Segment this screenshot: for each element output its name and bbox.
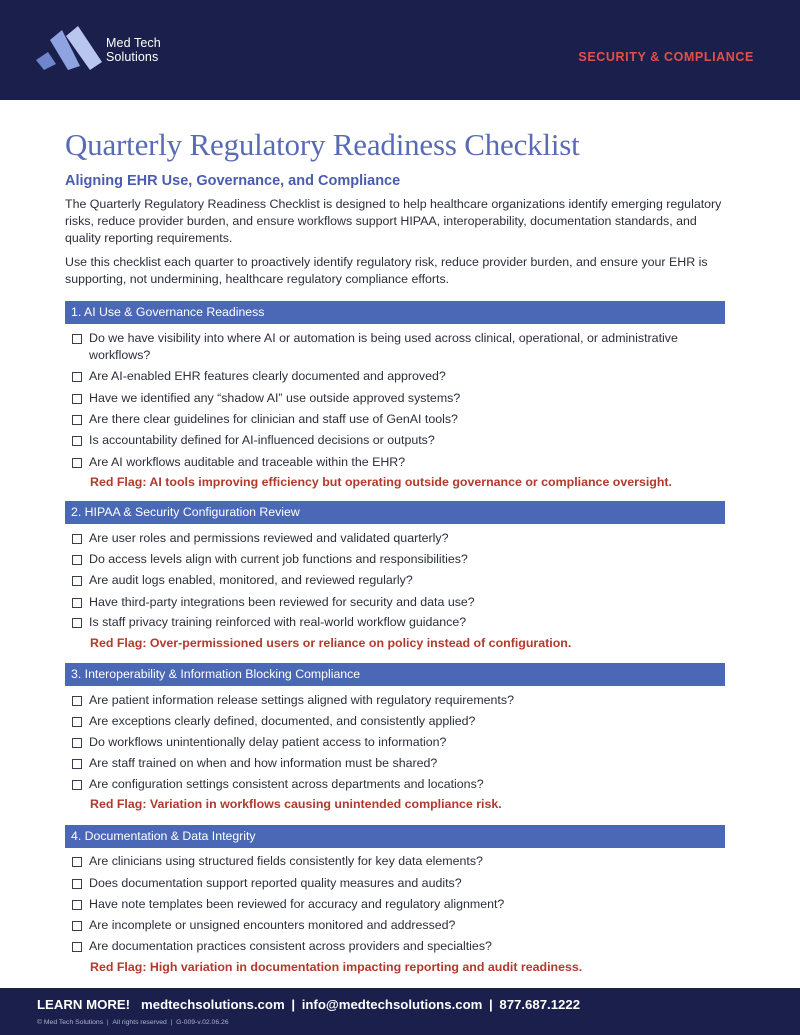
- intro-paragraph-2: Use this checklist each quarter to proactively identify regulatory risk, reduce provider burden, and ensure your EHR is supporting, not undermining, healthcare regulatory compliance efforts.: [65, 255, 708, 286]
- company-logo: [34, 26, 104, 70]
- website-link[interactable]: medtechsolutions.com: [141, 997, 285, 1012]
- checklist-item-text: Have note templates been reviewed for accuracy and regulatory alignment?: [89, 897, 505, 911]
- checklist-item-text: Have we identified any “shadow AI” use outside approved systems?: [89, 391, 461, 405]
- document-code: G-009-v.02.06.26: [176, 1019, 229, 1026]
- category-tag: SECURITY & COMPLIANCE: [578, 50, 754, 64]
- checklist-item-text: Are configuration settings consistent across departments and locations?: [89, 777, 484, 791]
- checkbox-icon[interactable]: [72, 618, 82, 628]
- separator: |: [485, 997, 497, 1012]
- checklist-item-text: Are clinicians using structured fields consistently for key data elements?: [89, 854, 483, 868]
- checklist-item-text: Do access levels align with current job functions and responsibilities?: [89, 552, 468, 566]
- red-flag-note: Red Flag: Over-permissioned users or reliance on policy instead of configuration.: [90, 636, 572, 650]
- checkbox-icon[interactable]: [72, 372, 82, 382]
- checklist-item[interactable]: [72, 692, 722, 709]
- section-heading-documentation: 4. Documentation & Data Integrity: [65, 825, 725, 848]
- email-link[interactable]: info@medtechsolutions.com: [301, 997, 483, 1012]
- copyright-text: © Med Tech Solutions: [37, 1019, 104, 1026]
- checklist-item-text: Are audit logs enabled, monitored, and reviewed regularly?: [89, 573, 413, 587]
- checkbox-icon[interactable]: [72, 738, 82, 748]
- checklist-item-text: Have third-party integrations been reviewed for security and data use?: [89, 595, 475, 609]
- checklist-item-text: Are patient information release settings aligned with regulatory requirements?: [89, 693, 514, 707]
- checklist-item[interactable]: [72, 572, 722, 589]
- checkbox-icon[interactable]: [72, 555, 82, 565]
- checklist-item[interactable]: [72, 713, 722, 730]
- checklist-item[interactable]: [72, 390, 722, 407]
- learn-more-label: LEARN MORE!: [37, 997, 131, 1012]
- checkbox-icon[interactable]: [72, 857, 82, 867]
- checkbox-icon[interactable]: [72, 900, 82, 910]
- red-flag-note: Red Flag: AI tools improving efficiency but operating outside governance or compliance oversight.: [90, 475, 672, 489]
- company-name: [106, 36, 161, 64]
- checklist-item[interactable]: [72, 411, 722, 428]
- checklist-item-text: Is accountability defined for AI-influenced decisions or outputs?: [89, 433, 435, 447]
- rights-text: All rights reserved: [112, 1019, 167, 1026]
- checklist-item[interactable]: [72, 938, 722, 955]
- footer-contact-line: [37, 997, 580, 1012]
- phone-number[interactable]: 877.687.1222: [499, 997, 581, 1012]
- section-heading-hipaa-security: 2. HIPAA & Security Configuration Review: [65, 501, 725, 524]
- checkbox-icon[interactable]: [72, 717, 82, 727]
- checklist-item-text: Are exceptions clearly defined, documented, and consistently applied?: [89, 714, 476, 728]
- checklist-item[interactable]: [72, 614, 722, 631]
- page-footer: [0, 988, 800, 1035]
- checklist-item[interactable]: [72, 330, 722, 364]
- intro-paragraph-1: The Quarterly Regulatory Readiness Checklist is designed to help healthcare organizations identify emerging regulatory risks, reduce provider burden, and ensure workflows support HIPAA, interoperability, documentation standards, and quality reporting requirements.: [65, 197, 722, 245]
- section-heading-interoperability: 3. Interoperability & Information Blocking Compliance: [65, 663, 725, 686]
- checklist-item-text: Do we have visibility into where AI or automation is being used across clinical, operational, or administrative workflows?: [89, 331, 678, 362]
- checklist-item-text: Are there clear guidelines for clinician and staff use of GenAI tools?: [89, 412, 458, 426]
- checklist-item[interactable]: [72, 734, 722, 751]
- checklist-item[interactable]: [72, 853, 722, 870]
- checklist-item[interactable]: [72, 896, 722, 913]
- checkbox-icon[interactable]: [72, 921, 82, 931]
- checkbox-icon[interactable]: [72, 436, 82, 446]
- footer-fine-print: © Med Tech Solutions | All rights reserved | G-009-v.02.06.26: [37, 1019, 229, 1026]
- checklist-item[interactable]: [72, 454, 722, 471]
- checklist-item-text: Are AI workflows auditable and traceable within the EHR?: [89, 455, 406, 469]
- checkbox-icon[interactable]: [72, 534, 82, 544]
- logo-line-2: Solutions: [106, 50, 159, 64]
- checklist-item[interactable]: [72, 594, 722, 611]
- page-title: Quarterly Regulatory Readiness Checklist: [65, 127, 580, 162]
- checkbox-icon[interactable]: [72, 458, 82, 468]
- checklist-item-text: Are staff trained on when and how information must be shared?: [89, 756, 438, 770]
- checklist-item[interactable]: [72, 530, 722, 547]
- checklist-item-text: Do workflows unintentionally delay patient access to information?: [89, 735, 447, 749]
- checklist-item-text: Are documentation practices consistent across providers and specialties?: [89, 939, 492, 953]
- checklist-item-text: Is staff privacy training reinforced with real-world workflow guidance?: [89, 615, 467, 629]
- checklist-item-text: Are AI-enabled EHR features clearly documented and approved?: [89, 369, 446, 383]
- checklist-item-text: Are incomplete or unsigned encounters monitored and addressed?: [89, 918, 456, 932]
- checkbox-icon[interactable]: [72, 780, 82, 790]
- red-flag-note: Red Flag: Variation in workflows causing unintended compliance risk.: [90, 797, 502, 811]
- checkbox-icon[interactable]: [72, 696, 82, 706]
- checkbox-icon[interactable]: [72, 576, 82, 586]
- checkbox-icon[interactable]: [72, 759, 82, 769]
- page-header: [0, 0, 800, 100]
- section-heading-ai-governance: 1. AI Use & Governance Readiness: [65, 301, 725, 324]
- checklist-item-text: Does documentation support reported quality measures and audits?: [89, 876, 462, 890]
- checklist-item[interactable]: [72, 755, 722, 772]
- checklist-item[interactable]: [72, 432, 722, 449]
- checkbox-icon[interactable]: [72, 879, 82, 889]
- checkbox-icon[interactable]: [72, 394, 82, 404]
- checklist-item[interactable]: [72, 368, 722, 385]
- checklist-item[interactable]: [72, 776, 722, 793]
- logo-line-1: Med Tech: [106, 36, 161, 50]
- checkbox-icon[interactable]: [72, 942, 82, 952]
- separator: |: [287, 997, 299, 1012]
- checklist-item[interactable]: [72, 875, 722, 892]
- checklist-item-text: Are user roles and permissions reviewed and validated quarterly?: [89, 531, 449, 545]
- checklist-item[interactable]: [72, 917, 722, 934]
- checkbox-icon[interactable]: [72, 334, 82, 344]
- red-flag-note: Red Flag: High variation in documentation impacting reporting and audit readiness.: [90, 960, 583, 974]
- checklist-item[interactable]: [72, 551, 722, 568]
- checkbox-icon[interactable]: [72, 415, 82, 425]
- checkbox-icon[interactable]: [72, 598, 82, 608]
- page-subtitle: Aligning EHR Use, Governance, and Compliance: [65, 173, 401, 189]
